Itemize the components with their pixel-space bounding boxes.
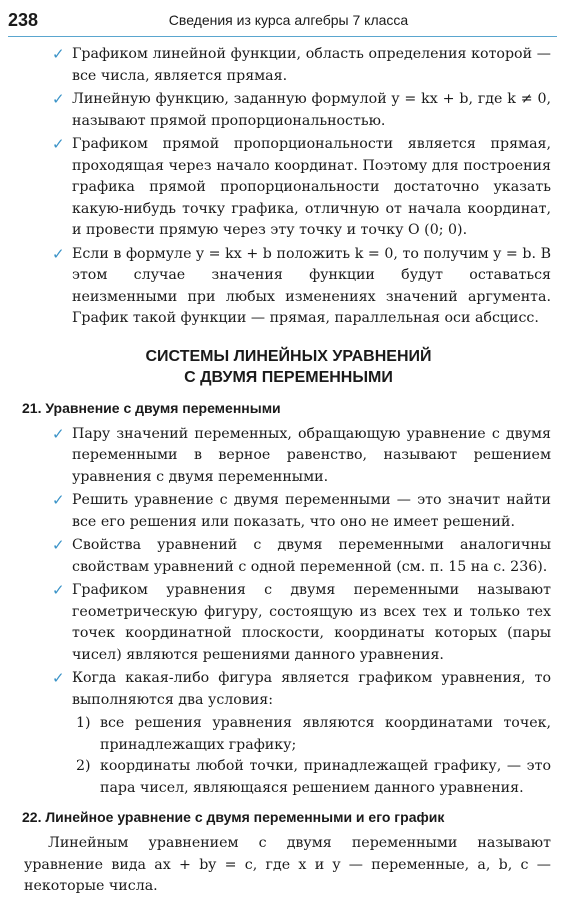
- condition-number: 1): [76, 715, 91, 731]
- bullet-text: Если в формуле y = kx + b положить k = 0, то получим y = b. В этом случае значения функции будут оставаться неизменными при любых изменениях значений аргумента. График такой функции — прямая, параллельная оси абсцисс.: [72, 245, 551, 326]
- checkmark-icon: ✓: [52, 244, 65, 263]
- subsection-21-title: 21. Уравнение с двумя переменными: [22, 399, 281, 416]
- section-heading-line1: СИСТЕМЫ ЛИНЕЙНЫХ УРАВНЕНИЙ: [145, 347, 432, 365]
- running-title: Сведения из курса алгебры 7 класса: [168, 12, 409, 28]
- checkmark-icon: ✓: [52, 491, 65, 509]
- checkmark-icon: ✓: [52, 90, 65, 108]
- page-number: 238: [8, 10, 39, 30]
- condition-number: 2): [76, 758, 91, 774]
- checkmark-icon: ✓: [52, 536, 65, 554]
- checkmark-icon: ✓: [52, 581, 65, 599]
- subsection-21-bullet: [0, 580, 577, 666]
- section-heading-line2: С ДВУМЯ ПЕРЕМЕННЫМИ: [184, 368, 393, 386]
- subsection-21-bullet: [0, 490, 577, 533]
- subsection-21-bullet: [0, 668, 577, 711]
- condition-item: [0, 713, 577, 756]
- subsection-22-paragraph: Линейным уравнением с двумя переменными называют уравнение вида ax + by = c, где x и y — переменные, a, b, c — некоторые числа.: [24, 835, 551, 894]
- condition-text: все решения уравнения являются координатами точек, принадлежащих графику;: [100, 715, 551, 753]
- bullet-text: Графиком линейной функции, область определения которой — все числа, является прямая.: [72, 46, 551, 84]
- bullet-text: Графиком прямой пропорциональности является прямая, проходящая через начало координат. Поэтому для построения графика прямой пропорциональности достаточно указать какую-нибудь точку графика, отличную от начала координат, и провести прямую через эту точку и точку O (0; 0).: [72, 136, 551, 238]
- bullet-text: Графиком уравнения с двумя переменными называют геометрическую фигуру, состоящую из всех тех и только тех точек координатной плоскости, координаты которых (пары чисел) являются решениями данного уравнения.: [72, 582, 551, 663]
- checkmark-icon: ✓: [52, 669, 65, 687]
- intro-bullet: [0, 244, 577, 330]
- checkmark-icon: ✓: [52, 45, 65, 63]
- bullet-text: Когда какая-либо фигура является графиком уравнения, то выполняются два условия:: [72, 670, 551, 708]
- bullet-text: Линейную функцию, заданную формулой y = kx + b, где k ≠ 0, называют прямой пропорциональностью.: [72, 91, 551, 129]
- intro-bullet: [0, 89, 577, 132]
- bullet-text: Свойства уравнений с двумя переменными аналогичны свойствам уравнений с одной переменной (см. п. 15 на с. 236).: [72, 537, 551, 575]
- header-rule: [8, 36, 557, 37]
- condition-text: координаты любой точки, принадлежащей графику, — это пара чисел, являющаяся решением данного уравнения.: [100, 758, 551, 796]
- condition-item: [0, 756, 577, 799]
- subsection-21-bullet: [0, 424, 577, 489]
- subsection-22-title: 22. Линейное уравнение с двумя переменными и его график: [22, 809, 445, 825]
- checkmark-icon: ✓: [52, 424, 65, 443]
- intro-bullet: [0, 44, 577, 87]
- subsection-21-bullet: [0, 535, 577, 578]
- page-header: [0, 0, 577, 38]
- page-content: [0, 44, 577, 898]
- bullet-text: Решить уравнение с двумя переменными — это значит найти все его решения или показать, что оно не имеет решений.: [72, 492, 551, 530]
- bullet-text: Пару значений переменных, обращающую уравнение с двумя переменными в верное равенство, называют решением уравнения с двумя переменными.: [72, 425, 551, 485]
- intro-bullet: [0, 134, 577, 242]
- checkmark-icon: ✓: [52, 135, 65, 153]
- section-heading: [0, 346, 577, 388]
